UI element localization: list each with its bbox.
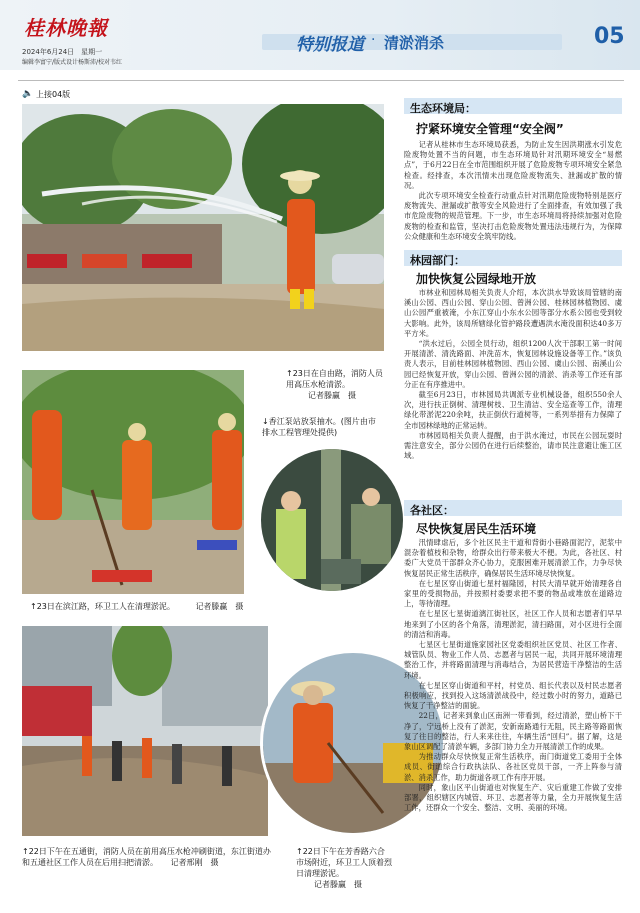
section-label-community: 各社区：	[410, 504, 454, 517]
caption-binjiang	[30, 601, 270, 612]
photo-wutong-street	[22, 626, 268, 836]
caption-credit: 记者滕赢 摄	[314, 880, 362, 889]
caption-text: ↑23日在滨江路，环卫工人在清理淤泥。	[30, 602, 175, 611]
photo-firefighter-hose	[22, 104, 384, 351]
article-forestry	[404, 288, 622, 496]
speaker-icon[interactable]: 🔈	[22, 89, 34, 99]
paragraph: 记者从桂林市生态环境局获悉，为防止发生因洪期涨水引发危险废物处置不当的问题，市生态环境局针对汛期环境安全“易燃点”，于6月22日在全市范围组织开展了危险废物专项环境安全紧急检查。经排查，本次汛情未出现危险废物流失、泄漏或扩散的情况。	[404, 140, 622, 190]
section-subtitle: 清淤消杀	[384, 34, 445, 52]
paragraph: 此次专项环境安全检查行动重点针对汛期危险废物特别是医疗废物流失、泄漏或扩散等安全风险进行了全面排查，有效加强了我市危险废物的规范管理。下一步，市生态环境局将持续加强对危险废物的检查和监管，坚决打击危险废物处置违法违规行为，为保障公众健康和生态环境安全筑牢防线。	[404, 191, 622, 241]
caption-text: ↑22日下午在五通街，消防人员在前用高压水枪冲刷街道，东江街道办和五通社区工作人员在后用扫把清淤。	[22, 847, 271, 867]
article-ecology	[404, 140, 622, 248]
page-number: 05	[594, 24, 625, 49]
section-label-ecology: 生态环境局：	[410, 102, 476, 115]
newspaper-masthead: 桂林晚報	[24, 16, 108, 40]
paragraph: 截至6月23日，市林园局共调派专业机械设备，组织550余人次，进行扶正倒树、清理树枝、卫生清洁、安全巡查等工作，清理绿化带淤泥220余吨，扶正倒伏行道树等，一系列举措有力保障了全市园林绿地的正常运转。	[404, 390, 622, 430]
caption-credit: 记者邢刚 摄	[170, 858, 219, 867]
paragraph: 在七星区七星街道漓江街社区，社区工作人员和志愿者们早早地来到了小区的各个角落，清理淤泥，清扫路面，对小区进行全面的清洁和消毒。	[404, 609, 622, 639]
paragraph: 七星区七星街道施家园社区党委组织社区党员、社区工作者、城管队员、物业工作人员、志愿者与居民一起，共同开展环境清理整治工作，并将路面清理与消毒结合，为居民营造干净整洁的生活环境。	[404, 640, 622, 680]
section-label-forestry: 林园部门：	[410, 254, 465, 267]
date-line: 2024年6月24日 星期一	[22, 48, 103, 56]
caption-credit: 记者滕赢 摄	[195, 602, 244, 611]
photo-sanitation-workers	[22, 370, 244, 594]
caption-pump-station: ↓香江泵站放泵抽水。(图片由市排水工程管理处提供)	[262, 417, 376, 437]
paragraph: 在七星区穿山街道七星村福隆园，村民大清早就开始清理各自家里的受损物品，并按照村委要求把不要的物品或堆放在道路边上，等待清理。	[404, 578, 622, 609]
special-report-title: 特别报道	[296, 35, 364, 55]
header-rule	[18, 80, 624, 81]
headline-forestry: 加快恢复公园绿地开放	[416, 272, 537, 286]
paragraph: 在七星区穿山街道和平村，村党员、组长代表以及村民志愿者积极响应，找到投入这场清淤战役中，经过数小时的努力，道路已恢复了干净整洁的面貌。	[404, 680, 622, 711]
caption-fangxiang	[296, 846, 392, 890]
paragraph: 同时，象山区平山街道也对恢复生产、灾后重建工作做了安排部署，组织辖区内城管、环卫、志愿者等力量，全力开展恢复生活工作，还群众一个安全、整洁、文明、美丽的环境。	[404, 782, 622, 813]
photo-pump-station	[258, 446, 406, 594]
paragraph: “洪水过后，公园全员行动，组织1200人次干部职工第一时间开展清淤、清洗路面、冲洗苗木，恢复园林设施设备等工作。”该负责人表示，目前桂林园林植物园、西山公园、虞山公园、南溪山公园已经恢复开放，穿山公园、曾洲公园的清淤、消杀等工作还有部分正在有序推进中。	[404, 339, 622, 389]
paragraph: 市林业和园林局相关负责人介绍，本次洪水导致该局管辖的南溪山公园、西山公园、穿山公园、曾洲公园、桂林园林植物园、虞山公园严重被淹，小东江穿山小东水公园等部分水系公园也受到较大影响。此外，该局所辖绿化管护路段遭遇洪水淹没面积达40多万平方米。	[404, 288, 622, 338]
editor-line: 编辑李富宁/版式设计杨斯沛/校对韦红	[22, 59, 123, 66]
continued-from-label: 上接04版	[36, 90, 71, 99]
headline-community: 尽快恢复居民生活环境	[416, 522, 537, 536]
headline-ecology: 拧紧环境安全管理“安全阀”	[416, 122, 564, 136]
caption-text: ↑22日下午在芳香路六合市场附近，环卫工人顶着烈日清理淤泥。	[296, 847, 392, 878]
caption-wutong	[22, 846, 272, 868]
caption-text: ↑23日在自由路，消防人员用高压水枪清淤。	[286, 369, 383, 389]
caption-credit: 记者滕赢 摄	[308, 391, 356, 400]
article-community	[404, 538, 622, 900]
paragraph: 22日，记者来到象山区南洲一带看到，经过清淤，塑山桥下干净了，宁远桥上没有了淤泥，安新南路通行无阻，民主路等路面恢复了往日的整洁，行人来来往往，车辆生活“回归”。据了解，这是象山区调配了清淤车辆，多部门协力全力开展清淤工作的成果。	[404, 711, 622, 752]
paragraph: 为推动群众尽快恢复正常生活秩序，南门街道党工委用于全体成员、街道综合行政执法队、各社区党员干部，一齐上阵参与清淤、消杀工作，助力街道各项工作有序开展。	[404, 752, 622, 782]
banner-separator: ·	[371, 32, 376, 48]
paragraph: 市林园局相关负责人提醒，由于洪水淹过，市民在公园玩耍时需注意安全，部分公园仍在进行后续整治，请市民注意避让施工区域。	[404, 430, 622, 461]
paragraph: 汛情肆虐后，多个社区民主干道和背街小巷路面泥泞，泥浆中混杂着植枝和杂物，给群众出行带来极大不便。为此，各社区、村委广大党员干部群众齐心协力，克服困难开展清淤工作，力争尽快恢复居民正常生活秩序，确保居民生活环境尽快恢复。	[404, 538, 622, 578]
caption-firefighter	[286, 368, 386, 401]
